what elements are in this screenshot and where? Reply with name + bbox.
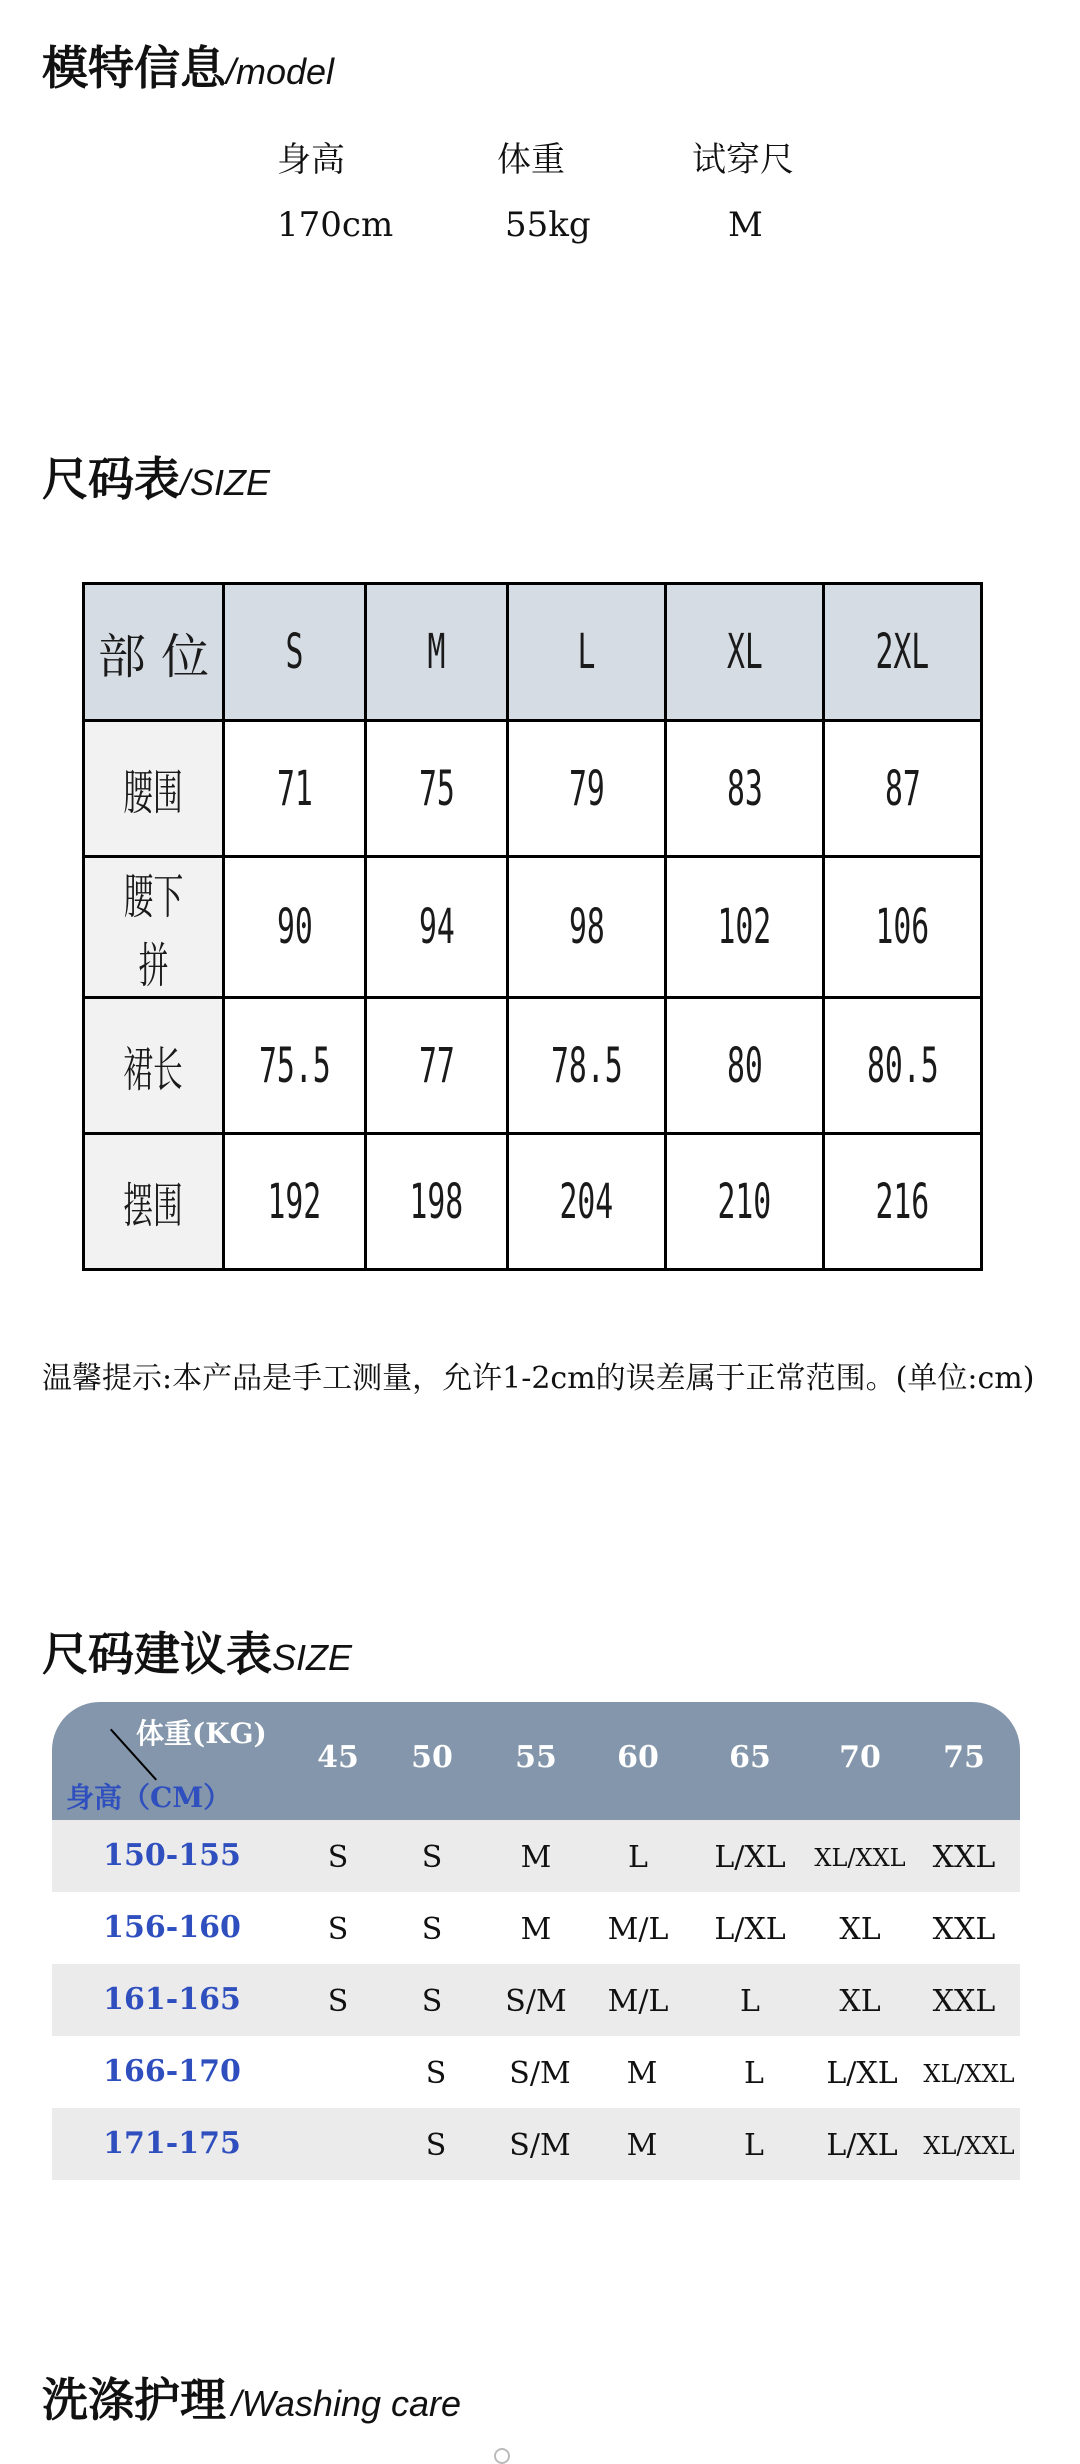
table-cell: L xyxy=(740,1984,760,2019)
table-cell: 94 xyxy=(366,857,508,998)
size-col-xl: XL xyxy=(666,584,824,721)
table-cell: 210 xyxy=(666,1134,824,1270)
suggestion-section-title xyxy=(42,1618,352,1684)
model-title-en: /model xyxy=(226,51,335,92)
table-row xyxy=(84,721,982,857)
table-cell: 98 xyxy=(508,857,666,998)
size-table xyxy=(82,582,983,1271)
measurement-tip: 温馨提示:本产品是手工测量，允许1-2cm的误差属于正常范围。(单位:cm) xyxy=(42,1361,1035,1396)
model-title-zh: 模特信息 xyxy=(42,41,226,95)
table-cell: M xyxy=(520,1840,552,1875)
table-row xyxy=(52,1892,1020,1964)
size-col-s: S xyxy=(224,584,366,721)
row-label-skirt-length: 裙长 xyxy=(84,998,224,1134)
model-value-weight: 55kg xyxy=(505,205,591,245)
size-section-title xyxy=(42,443,270,509)
table-cell: 75.5 xyxy=(224,998,366,1134)
table-row xyxy=(84,998,982,1134)
table-cell: XXL xyxy=(932,1912,996,1947)
table-cell: 198 xyxy=(366,1134,508,1270)
table-cell: S/M xyxy=(509,2128,571,2163)
suggestion-header xyxy=(52,1702,1020,1820)
care-icon-partial xyxy=(494,2448,510,2464)
table-cell: 87 xyxy=(824,721,982,857)
model-header-weight: 体重 xyxy=(497,140,565,180)
suggestion-title-en: SIZE xyxy=(272,1637,353,1678)
table-row xyxy=(84,857,982,998)
table-cell: L/XL xyxy=(826,2128,898,2163)
size-title-zh: 尺码表 xyxy=(42,452,180,506)
table-cell: S xyxy=(425,2056,447,2091)
table-cell: S/M xyxy=(509,2056,571,2091)
weight-col-65: 65 xyxy=(729,1740,771,1775)
table-cell: S xyxy=(425,2128,447,2163)
care-section-title xyxy=(42,2364,461,2430)
table-cell: 106 xyxy=(824,857,982,998)
table-cell: L/XL xyxy=(826,2056,898,2091)
table-cell: L xyxy=(628,1840,648,1875)
weight-col-60: 60 xyxy=(617,1740,659,1775)
table-cell: S xyxy=(421,1912,443,1947)
table-cell: S xyxy=(327,1840,349,1875)
table-cell: 216 xyxy=(824,1134,982,1270)
table-cell: 83 xyxy=(666,721,824,857)
weight-col-45: 45 xyxy=(317,1740,359,1775)
care-title-en: /Washing care xyxy=(231,2383,462,2424)
height-range: 166-170 xyxy=(103,2054,241,2089)
size-title-en: /SIZE xyxy=(180,462,271,503)
size-table-header-row xyxy=(84,584,982,721)
row-label-hem: 摆围 xyxy=(84,1134,224,1270)
height-range: 161-165 xyxy=(103,1982,241,2017)
weight-col-75: 75 xyxy=(943,1740,985,1775)
table-cell: 78.5 xyxy=(508,998,666,1134)
table-cell: S xyxy=(327,1912,349,1947)
table-cell: L xyxy=(744,2056,764,2091)
weight-axis-label: 体重(KG) xyxy=(136,1717,267,1750)
height-range: 156-160 xyxy=(103,1910,241,1945)
table-cell: XL xyxy=(839,1912,881,1947)
weight-col-55: 55 xyxy=(515,1740,557,1775)
table-row xyxy=(52,1820,1020,1892)
weight-col-70: 70 xyxy=(839,1740,881,1775)
table-cell: 77 xyxy=(366,998,508,1134)
table-cell: M xyxy=(626,2128,658,2163)
table-row xyxy=(84,1134,982,1270)
table-cell: XXL xyxy=(932,1840,996,1875)
care-title-zh: 洗涤护理 xyxy=(42,2373,226,2427)
weight-col-50: 50 xyxy=(411,1740,453,1775)
table-cell: S/M xyxy=(505,1984,567,2019)
height-range: 171-175 xyxy=(103,2126,241,2161)
model-section-title xyxy=(42,32,334,98)
table-cell: XL/XXL xyxy=(814,1844,906,1872)
model-header-size: 试穿尺 xyxy=(692,140,794,180)
row-label-lower-panel: 腰下拼 xyxy=(84,857,224,998)
table-cell: S xyxy=(421,1840,443,1875)
table-cell: XL/XXL xyxy=(923,2060,1015,2088)
table-cell: M xyxy=(626,2056,658,2091)
table-cell: 80 xyxy=(666,998,824,1134)
table-cell: 75 xyxy=(366,721,508,857)
table-cell: 79 xyxy=(508,721,666,857)
table-cell: S xyxy=(421,1984,443,2019)
size-suggestion-table xyxy=(52,1702,1020,2180)
model-value-height: 170cm xyxy=(277,205,394,245)
table-cell: 80.5 xyxy=(824,998,982,1134)
height-range: 150-155 xyxy=(103,1838,241,1873)
size-col-part: 部 位 xyxy=(84,584,224,721)
table-cell: M/L xyxy=(607,1912,669,1947)
table-cell: L xyxy=(744,2128,764,2163)
table-cell: L/XL xyxy=(714,1840,786,1875)
size-col-2xl: 2XL xyxy=(824,584,982,721)
table-row xyxy=(52,1964,1020,2036)
table-row xyxy=(52,2036,1020,2108)
size-col-m: M xyxy=(366,584,508,721)
row-label-waist: 腰围 xyxy=(84,721,224,857)
table-row xyxy=(52,2108,1020,2180)
table-cell: XL/XXL xyxy=(923,2132,1015,2160)
suggestion-title-zh: 尺码建议表 xyxy=(42,1627,272,1681)
table-cell: M xyxy=(520,1912,552,1947)
table-cell: XL xyxy=(839,1984,881,2019)
table-cell: XXL xyxy=(932,1984,996,2019)
table-cell: 102 xyxy=(666,857,824,998)
height-axis-label: 身高（CM） xyxy=(66,1781,232,1814)
model-value-size: M xyxy=(728,205,763,245)
table-cell: L/XL xyxy=(714,1912,786,1947)
size-col-l: L xyxy=(508,584,666,721)
table-cell: M/L xyxy=(607,1984,669,2019)
table-cell: 204 xyxy=(508,1134,666,1270)
table-cell: 90 xyxy=(224,857,366,998)
table-cell: 71 xyxy=(224,721,366,857)
table-cell: 192 xyxy=(224,1134,366,1270)
table-cell: S xyxy=(327,1984,349,2019)
model-header-height: 身高 xyxy=(277,140,345,180)
